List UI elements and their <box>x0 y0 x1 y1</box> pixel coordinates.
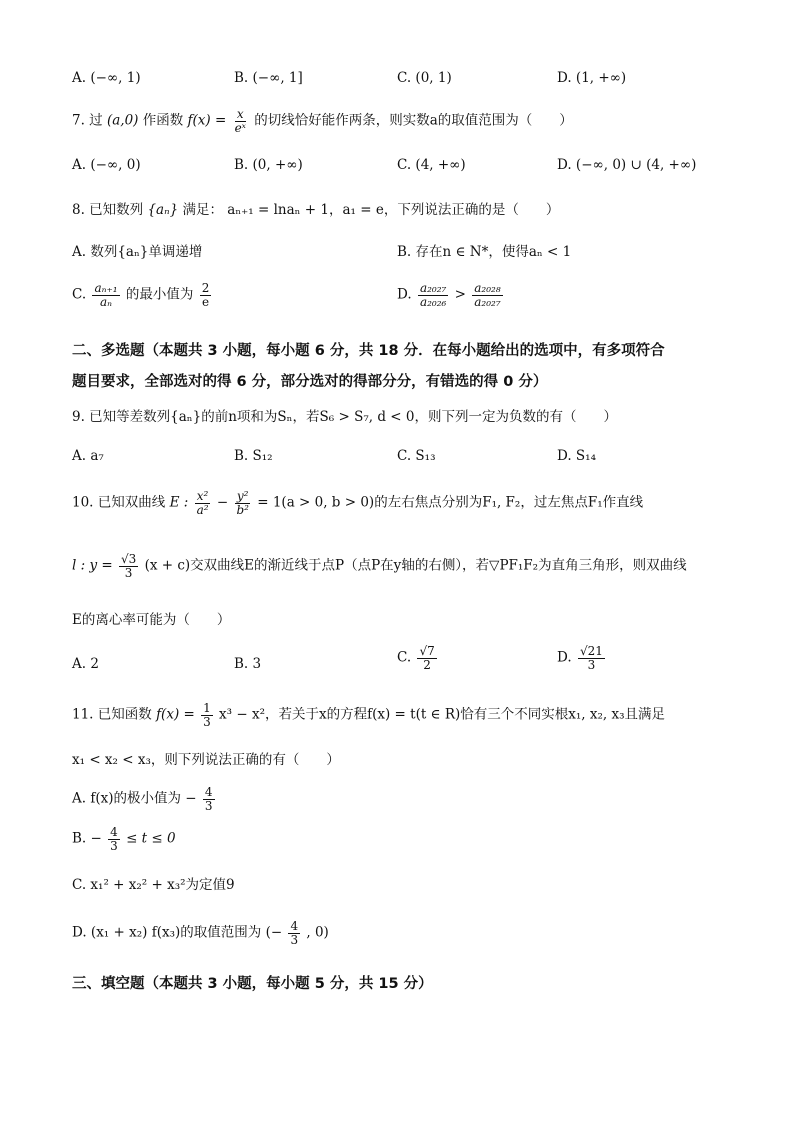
section3-heading: 三、填空题（本题共 3 小题，每小题 5 分，共 15 分） <box>72 976 433 992</box>
q10-x2: x² <box>196 489 209 503</box>
q10-line2-prefix: l : y = <box>72 557 113 574</box>
q8-c-val-num: 2 <box>201 281 210 295</box>
q7-point: (a,0) <box>106 112 139 129</box>
q9-option-a: A. a₇ <box>72 448 104 464</box>
q8-seq: {aₙ} <box>147 202 179 218</box>
q10-line2-rest: (x + c)交双曲线E的渐近线于点P（点P在y轴的右侧），若▽PF₁F₂为直角三角形，则双曲线 <box>144 557 687 574</box>
q10-c-num: √7 <box>419 644 435 658</box>
q11-b-prefix: B. − <box>72 830 102 847</box>
q7-option-d: D. (−∞, 0) ∪ (4, +∞) <box>557 157 697 173</box>
q7-stem-suffix: 的切线恰好能作两条，则实数a的取值范围为（ ） <box>254 112 573 129</box>
q11-option-d <box>72 920 329 946</box>
q10-y-frac <box>234 490 251 516</box>
q10-b2: b² <box>236 502 249 517</box>
q7-option-c: C. (4, +∞) <box>397 157 466 173</box>
q11-b-num: 4 <box>110 825 118 839</box>
q9-stem: 9. 已知等差数列{aₙ}的前n项和为Sₙ，若S₆ > S₇, d < 0，则下列一定为负数的有（ ） <box>72 409 617 425</box>
q11-d-close: , 0) <box>306 924 329 941</box>
q10-slope-frac <box>119 553 138 579</box>
q11-third <box>201 702 213 728</box>
q6-option-a: A. (−∞, 1) <box>72 70 141 86</box>
q8-c-prefix: C. <box>72 286 87 303</box>
q11-a-prefix: A. f(x)的极小值为 − <box>72 790 197 807</box>
q8-d-prefix: D. <box>397 286 412 303</box>
q10-stem-line2 <box>72 553 687 579</box>
q7-frac-num: x <box>236 107 244 121</box>
q6-option-d: D. (1, +∞) <box>557 70 627 86</box>
q10-rest: = 1(a > 0, b > 0)的左右焦点分别为F₁, F₂，过左焦点F₁作直线 <box>257 494 644 511</box>
q7-func-lhs: f(x) = <box>187 112 227 129</box>
q11-a-num: 4 <box>204 785 213 799</box>
q11-d-open: (− <box>265 924 283 941</box>
q11-option-a <box>72 786 217 812</box>
q11-prefix: 11. 已知函数 <box>72 706 152 723</box>
q11-d-num: 4 <box>290 919 299 933</box>
q10-option-a: A. 2 <box>72 656 99 672</box>
q10-option-b: B. 3 <box>234 656 262 672</box>
q10-a2: a² <box>196 502 209 517</box>
q10-stem-line3: E的离心率可能为（ ） <box>72 612 231 628</box>
q7-fraction <box>233 108 248 134</box>
q10-x-frac <box>195 490 211 516</box>
q10-d-prefix: D. <box>557 649 572 666</box>
q11-func-rest: x³ − x²，若关于x的方程f(x) = t(t ∈ R)恰有三个不同实根x₁, x₂, x₃且满足 <box>219 706 666 723</box>
q11-option-c: C. x₁² + x₂² + x₃²为定值9 <box>72 877 235 893</box>
q10-option-d <box>557 645 607 671</box>
q11-three: 3 <box>203 714 211 729</box>
q7-frac-den: eˣ <box>234 120 246 135</box>
q8-c-fraction <box>92 282 119 308</box>
q11-d-den: 3 <box>290 932 299 947</box>
q10-prefix: 10. 已知双曲线 <box>72 494 166 511</box>
q11-b-frac <box>108 826 120 852</box>
q10-c-prefix: C. <box>397 649 412 666</box>
q8-d-left <box>418 282 448 308</box>
q11-b-den: 3 <box>110 838 118 853</box>
q8-d-right <box>472 282 502 308</box>
q8-c-value <box>200 282 212 308</box>
q7-option-b: B. (0, +∞) <box>234 157 303 173</box>
q7-stem <box>72 108 573 134</box>
q10-three: 3 <box>124 565 133 580</box>
q11-a-frac <box>203 786 215 812</box>
q8-recurrence: aₙ₊₁ = lnaₙ + 1，a₁ = e，下列说法正确的是（ ） <box>227 202 560 218</box>
q11-d-prefix: D. (x₁ + x₂) f(x₃)的取值范围为 <box>72 924 262 941</box>
q7-option-a: A. (−∞, 0) <box>72 157 141 173</box>
q11-b-rest: ≤ t ≤ 0 <box>126 830 176 847</box>
q8-stem-mid: 满足： <box>182 202 223 218</box>
q8-option-a: A. 数列{aₙ}单调递增 <box>72 244 203 260</box>
q10-e: E : <box>169 494 189 511</box>
q10-c-den: 2 <box>423 657 431 672</box>
q8-option-c <box>72 282 213 308</box>
section2-heading-line1: 二、多选题（本题共 3 小题，每小题 6 分，共 18 分．在每小题给出的选项中，有多项符合 <box>72 343 665 359</box>
q10-d-frac <box>578 645 605 671</box>
q11-d-frac <box>288 920 300 946</box>
q6-option-c: C. (0, 1) <box>397 70 452 86</box>
q8-option-b: B. 存在n ∈ N*，使得aₙ < 1 <box>397 244 572 260</box>
q7-stem-mid: 作函数 <box>142 112 184 129</box>
q11-a-den: 3 <box>204 798 213 813</box>
q8-c-num: aₙ₊₁ <box>94 281 118 295</box>
q11-stem-line1 <box>72 702 665 728</box>
q11-option-b <box>72 826 176 852</box>
q10-c-frac <box>417 645 436 671</box>
q8-c-den: aₙ <box>100 294 113 309</box>
q10-d-num: √21 <box>579 644 603 658</box>
q8-c-mid: 的最小值为 <box>125 286 194 303</box>
q8-stem <box>72 198 559 218</box>
q10-sqrt3: √3 <box>120 552 137 566</box>
q8-stem-prefix: 8. 已知数列 <box>72 202 144 218</box>
q8-d-right-num: a₂₀₂₈ <box>474 281 501 295</box>
q10-minus: − <box>216 494 229 511</box>
q11-stem-line2: x₁ < x₂ < x₃，则下列说法正确的有（ ） <box>72 752 340 768</box>
q9-option-c: C. S₁₃ <box>397 448 436 464</box>
q9-option-d: D. S₁₄ <box>557 448 596 464</box>
q7-stem-prefix: 7. 过 <box>72 112 103 129</box>
q8-c-val-den: e <box>201 294 210 309</box>
q11-func: f(x) = <box>156 706 195 723</box>
q11-one: 1 <box>203 701 211 715</box>
q6-option-b: B. (−∞, 1] <box>234 70 303 86</box>
q10-y2: y² <box>236 489 249 503</box>
q10-option-c <box>397 645 439 671</box>
q8-d-left-num: a₂₀₂₇ <box>419 281 447 295</box>
q8-d-op: > <box>454 286 466 303</box>
q10-stem-line1 <box>72 490 643 516</box>
q8-d-left-den: a₂₀₂₆ <box>419 294 447 309</box>
q10-d-den: 3 <box>587 657 596 672</box>
section2-heading-line2: 题目要求，全部选对的得 6 分，部分选对的得部分分，有错选的得 0 分） <box>72 374 548 390</box>
q9-option-b: B. S₁₂ <box>234 448 273 464</box>
q8-option-d <box>397 282 505 308</box>
q8-d-right-den: a₂₀₂₇ <box>474 294 501 309</box>
